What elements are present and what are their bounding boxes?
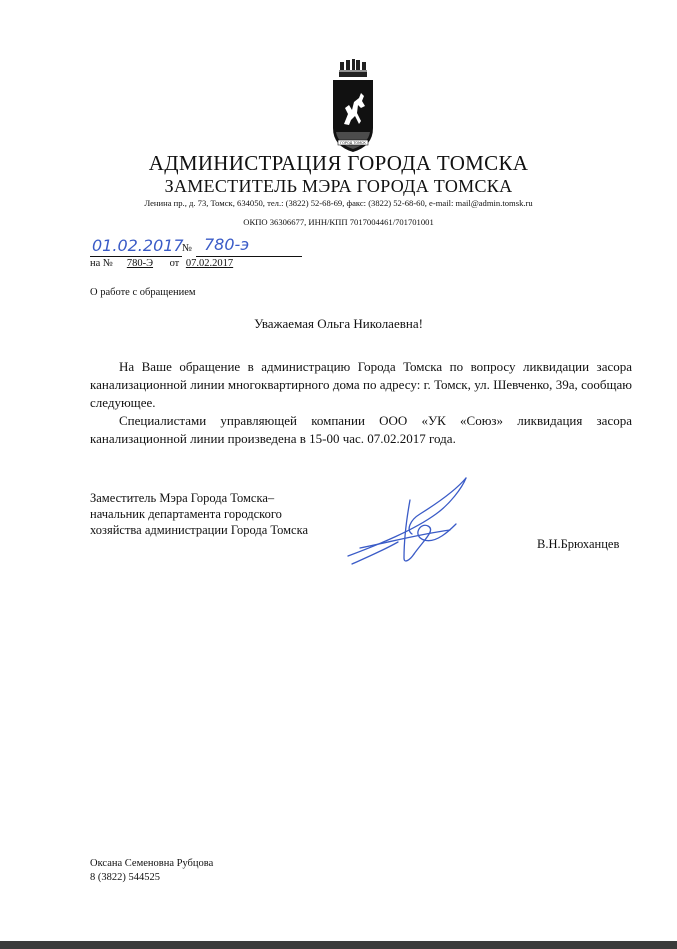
incoming-from: от	[169, 258, 180, 269]
handwritten-signature-icon	[340, 470, 480, 570]
executor-name: Оксана Семеновна Рубцова	[90, 858, 214, 869]
org-requisites: ОКПО 36306677, ИНН/КПП 7017004461/701701001	[243, 217, 434, 227]
outgoing-date-handwritten: 01.02.2017	[92, 236, 184, 255]
org-subtitle: ЗАМЕСТИТЕЛЬ МЭРА ГОРОДА ТОМСКА	[164, 176, 513, 196]
outgoing-number-sign: №	[182, 243, 193, 254]
svg-text:ГОРОД ТОМСК: ГОРОД ТОМСК	[340, 141, 366, 145]
org-address: Ленина пр., д. 73, Томск, 634050, тел.: (3822) 52-68-69, факс: (3822) 52-68-60, e-mail: mail@admin.tomsk.ru	[144, 198, 533, 208]
incoming-date: 07.02.2017	[185, 258, 234, 269]
signatory-title: Заместитель Мэра Города Томска– начальник департамента городского хозяйства администрации Города Томска	[90, 491, 309, 537]
letter-subject: О работе с обращением	[90, 287, 196, 298]
body-paragraph-2: Специалистами управляющей компании ООО «УК «Союз» ликвидация засора канализационной линии произведена в 15-00 час. 07.02.2017 года.	[90, 413, 632, 446]
outgoing-number-handwritten: 780-э	[204, 235, 250, 254]
signatory-name: В.Н.Брюханцев	[537, 537, 620, 551]
bottom-edge-bar	[0, 941, 677, 949]
letter-greeting: Уважаемая Ольга Николаевна!	[254, 316, 423, 331]
executor-block	[90, 857, 213, 885]
tomsk-coat-of-arms-icon	[330, 58, 376, 158]
body-paragraph-1: На Ваше обращение в администрацию Города Томска по вопросу ликвидации засора канализационной линии многоквартирного дома по адресу: г. Томск, ул. Шевченко, 39а, сообщаю следующее.	[90, 359, 632, 410]
incoming-number: 780-Э	[126, 258, 154, 269]
letter-body	[90, 358, 632, 448]
incoming-prefix: на №	[90, 258, 113, 269]
executor-phone: 8 (3822) 544525	[90, 872, 160, 883]
org-title: АДМИНИСТРАЦИЯ ГОРОДА ТОМСКА	[148, 151, 529, 175]
incoming-reference	[90, 258, 306, 269]
outgoing-number-line	[196, 256, 302, 257]
outgoing-date-line	[90, 256, 182, 257]
